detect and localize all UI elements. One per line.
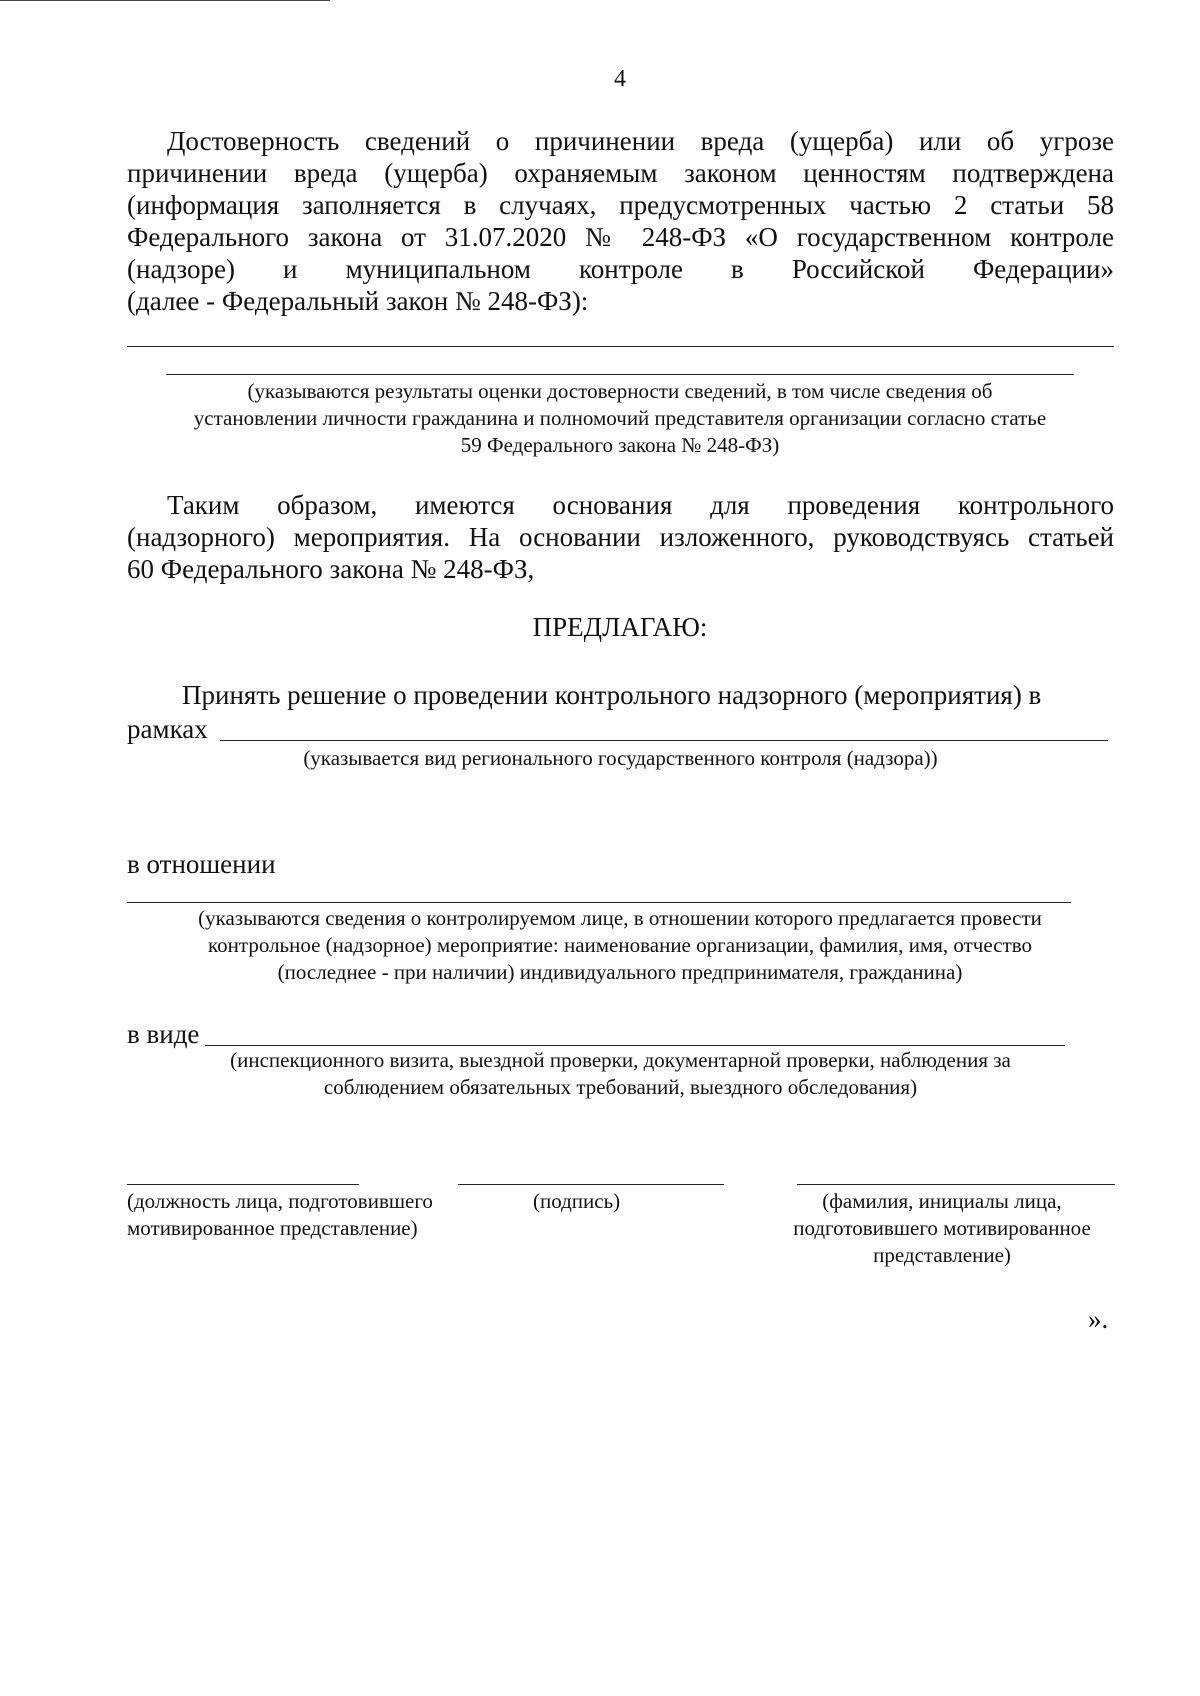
proposal-text: Принять решение о проведении контрольного надзорного (мероприятия) в bbox=[182, 680, 1042, 710]
caption-line: (указываются сведения о контролируемом лице, в отношении которого предлагается провести bbox=[198, 906, 1042, 930]
caption-line: (фамилия, инициалы лица, bbox=[822, 1189, 1062, 1213]
regarding-label: в отношении bbox=[127, 849, 276, 879]
paragraph-line: 60 Федерального закона № 248-ФЗ, bbox=[127, 554, 535, 584]
paragraph-line: (информация заполняется в случаях, предусмотренных частью 2 статьи 58 bbox=[127, 190, 1114, 220]
caption-line: установлении личности гражданина и полномочий представителя организации согласно статье bbox=[193, 406, 1047, 430]
propose-heading: ПРЕДЛАГАЮ: bbox=[532, 612, 708, 642]
name-fill-line bbox=[797, 1184, 1115, 1185]
paragraph-line: причинении вреда (ущерба) охраняемым законом ценностям подтверждена bbox=[127, 158, 1114, 188]
name-caption bbox=[757, 1188, 1127, 1269]
caption-line: 59 Федерального закона № 248-ФЗ) bbox=[460, 433, 780, 457]
top-edge-rule bbox=[0, 0, 330, 1]
paragraph-line: Федерального закона от 31.07.2020 № 248-ФЗ «О государственном контроле bbox=[127, 222, 1114, 252]
caption-line: мотивированное представление) bbox=[127, 1216, 418, 1240]
paragraph-line: (надзоре) и муниципальном контроле в Российской Федерации» bbox=[127, 254, 1114, 284]
control-type-caption: (указывается вид регионального государственного контроля (надзора)) bbox=[303, 746, 938, 770]
paragraph-line: Таким образом, имеются основания для проведения контрольного bbox=[167, 490, 1114, 520]
reliability-fill-line-2 bbox=[166, 374, 1074, 375]
within-label: рамках bbox=[127, 714, 208, 744]
form-type-caption bbox=[127, 1047, 1114, 1101]
controlled-person-caption bbox=[115, 905, 1125, 986]
caption-line: (последнее - при наличии) индивидуального предпринимателя, гражданина) bbox=[277, 960, 963, 984]
paragraph-line: (далее - Федеральный закон № 248-ФЗ): bbox=[127, 286, 589, 316]
caption-line: (указываются результаты оценки достоверности сведений, в том числе сведения об bbox=[247, 379, 993, 403]
page-number: 4 bbox=[614, 66, 626, 92]
controlled-person-fill-line bbox=[127, 902, 1071, 903]
paragraph-line: Достоверность сведений о причинении вреда (ущерба) или об угрозе bbox=[167, 126, 1114, 156]
caption-line: соблюдением обязательных требований, выездного обследования) bbox=[323, 1075, 918, 1099]
reliability-caption bbox=[115, 378, 1125, 459]
signature-caption: (подпись) bbox=[533, 1189, 621, 1213]
reliability-paragraph bbox=[127, 125, 1114, 317]
caption-line: (инспекционного визита, выездной проверки, документарной проверки, наблюдения за bbox=[230, 1048, 1011, 1072]
signature-fill-line bbox=[458, 1184, 724, 1185]
form-type-fill-line bbox=[205, 1045, 1065, 1046]
paragraph-line: (надзорного) мероприятия. На основании изложенного, руководствуясь статьей bbox=[127, 522, 1114, 552]
reliability-fill-line-1 bbox=[127, 346, 1114, 347]
caption-line: контрольное (надзорное) мероприятие: наименование организации, фамилия, имя, отчество bbox=[208, 933, 1032, 957]
control-type-fill-line bbox=[220, 740, 1108, 741]
caption-line: подготовившего мотивированное bbox=[793, 1216, 1091, 1240]
form-type-label: в виде bbox=[127, 1019, 200, 1049]
grounds-paragraph bbox=[127, 489, 1114, 585]
caption-line: (должность лица, подготовившего bbox=[127, 1189, 433, 1213]
position-caption bbox=[127, 1188, 433, 1242]
closing-quote: ». bbox=[1088, 1304, 1109, 1334]
caption-line: представление) bbox=[873, 1243, 1011, 1267]
position-fill-line bbox=[127, 1184, 359, 1185]
